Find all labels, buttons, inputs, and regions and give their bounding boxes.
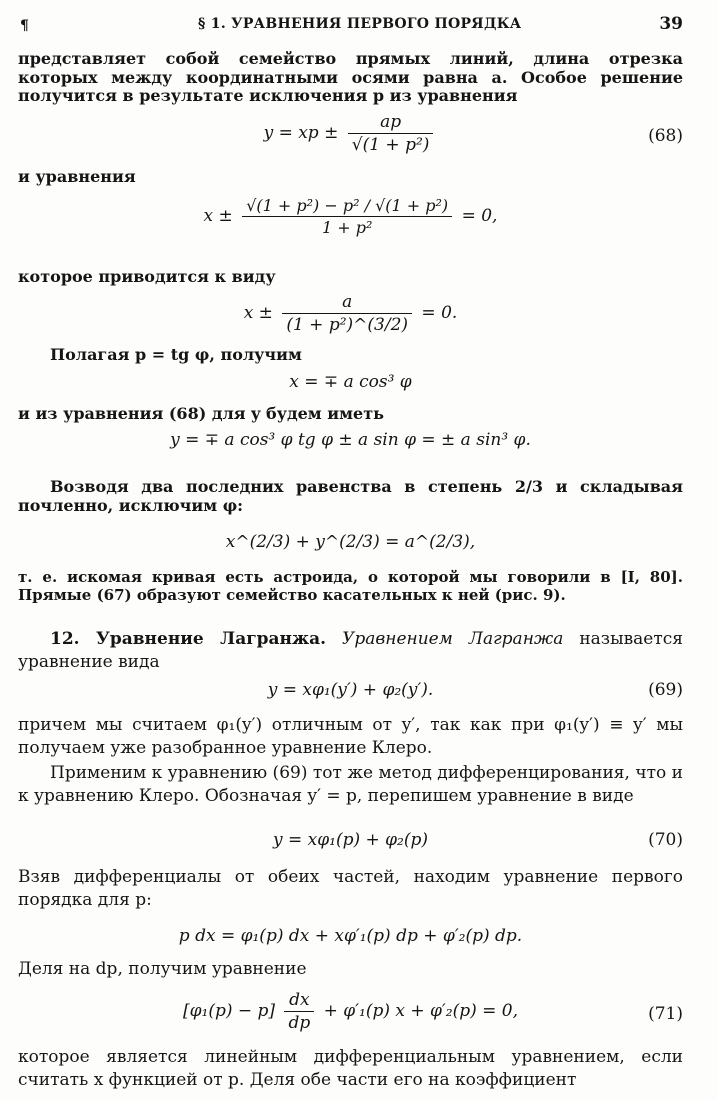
eq71-bracket: [φ₁(p) − p] [182,1001,281,1021]
eq4-text: x = ∓ a cos³ φ [289,372,412,392]
equation-68 [18,112,683,164]
eq68-tag: (68) [648,126,683,146]
paragraph-12: которое является линейным дифференциальным уравнением, если считать x функцией от p. Деля обе части его на коэффициент [18,1047,683,1090]
paragraph-6: Возводя два последних равенства в степень 2/3 и складывая почленно, исключим φ: [18,477,683,515]
paragraph-9: Применим к уравнению (69) тот же метод дифференцирования, что и к уравнению Клеро. Обозначая y′ = p, перепишем уравнение в виде [18,763,683,806]
eq71-denominator: dp [284,1011,314,1033]
eq68-fraction [348,112,434,155]
equation-3 [18,292,683,342]
equation-5 [18,430,683,450]
page-number: 39 [659,14,683,34]
section-12-intro [18,628,683,674]
eq2-denominator: 1 + p² [242,216,452,237]
eq69-text: y = xφ₁(y′) + φ₂(y′). [267,680,434,700]
eq2-numerator: √(1 + p²) − p² / √(1 + p²) [246,196,449,215]
book-page [18,0,683,1100]
paragraph-4: Полагая p = tg φ, получим [50,345,302,364]
page-header [18,14,683,40]
equation-6 [18,532,683,552]
eq2-fraction [242,196,452,237]
paragraph-7: т. е. искомая кривая есть астроида, о которой мы говорили в [I, 80]. Прямые (67) образуют семейство касательных к ней (рис. 9). [18,568,683,604]
paragraph-1: представляет собой семейство прямых линий, длина отрезка которых между координатными осями равна a. Особое решение получится в результате исключения p из уравнения [18,49,683,105]
running-title: § 1. УРАВНЕНИЯ ПЕРВОГО ПОРЯДКА [198,16,522,32]
equation-70 [18,830,683,850]
equation-71 [18,990,683,1040]
eq3-numerator: a [342,292,353,312]
equation-69 [18,680,683,700]
equation-2 [18,196,683,266]
eq68-numerator: ap [380,112,402,132]
paragraph-8: причем мы считаем φ₁(y′) отличным от y′, так как при φ₁(y′) ≡ y′ мы получаем уже разобранное уравнение Клеро. [18,715,683,758]
paragraph-10: Взяв дифференциалы от обеих частей, находим уравнение первого порядка для p: [18,867,683,910]
equation-7 [18,926,683,946]
section-12-title: 12. Уравнение Лагранжа. [50,629,327,649]
eq68-lhs: y = xp ± [263,123,344,143]
eq6-text: x^(2/3) + y^(2/3) = a^(2/3), [225,532,476,552]
eq71-numerator: dx [289,990,310,1010]
paragraph-5: и из уравнения (68) для y будем иметь [18,404,384,423]
eq68-denominator: √(1 + p²) [348,133,434,155]
header-mark: ¶ [20,18,29,34]
section-12-rest: называется уравнение вида [18,629,684,672]
eq71-tag: (71) [648,1004,683,1024]
eq71-fraction [284,990,314,1033]
paragraph-11: Деля на dp, получим уравнение [18,959,307,979]
eq3-lhs: x ± [243,303,279,323]
eq7-text: p dx = φ₁(p) dx + xφ′₁(p) dp + φ′₂(p) dp. [178,926,523,946]
paragraph-2: и уравнения [18,167,136,186]
eq3-fraction [282,292,412,335]
eq3-rhs: = 0. [416,303,458,323]
equation-4 [18,372,683,392]
eq70-text: y = xφ₁(p) + φ₂(p) [272,830,429,850]
section-12-term: Уравнением Лагранжа [342,629,564,649]
eq71-rest: + φ′₁(p) x + φ′₂(p) = 0, [318,1001,519,1021]
eq69-tag: (69) [648,680,683,700]
eq70-tag: (70) [648,830,683,850]
paragraph-3: которое приводится к виду [18,267,276,286]
eq5-text: y = ∓ a cos³ φ tg φ ± a sin φ = ± a sin³ φ. [170,430,531,450]
eq3-denominator: (1 + p²)^(3/2) [282,313,412,335]
eq2-lhs: x ± [203,206,239,226]
eq2-rhs: = 0, [456,206,498,226]
